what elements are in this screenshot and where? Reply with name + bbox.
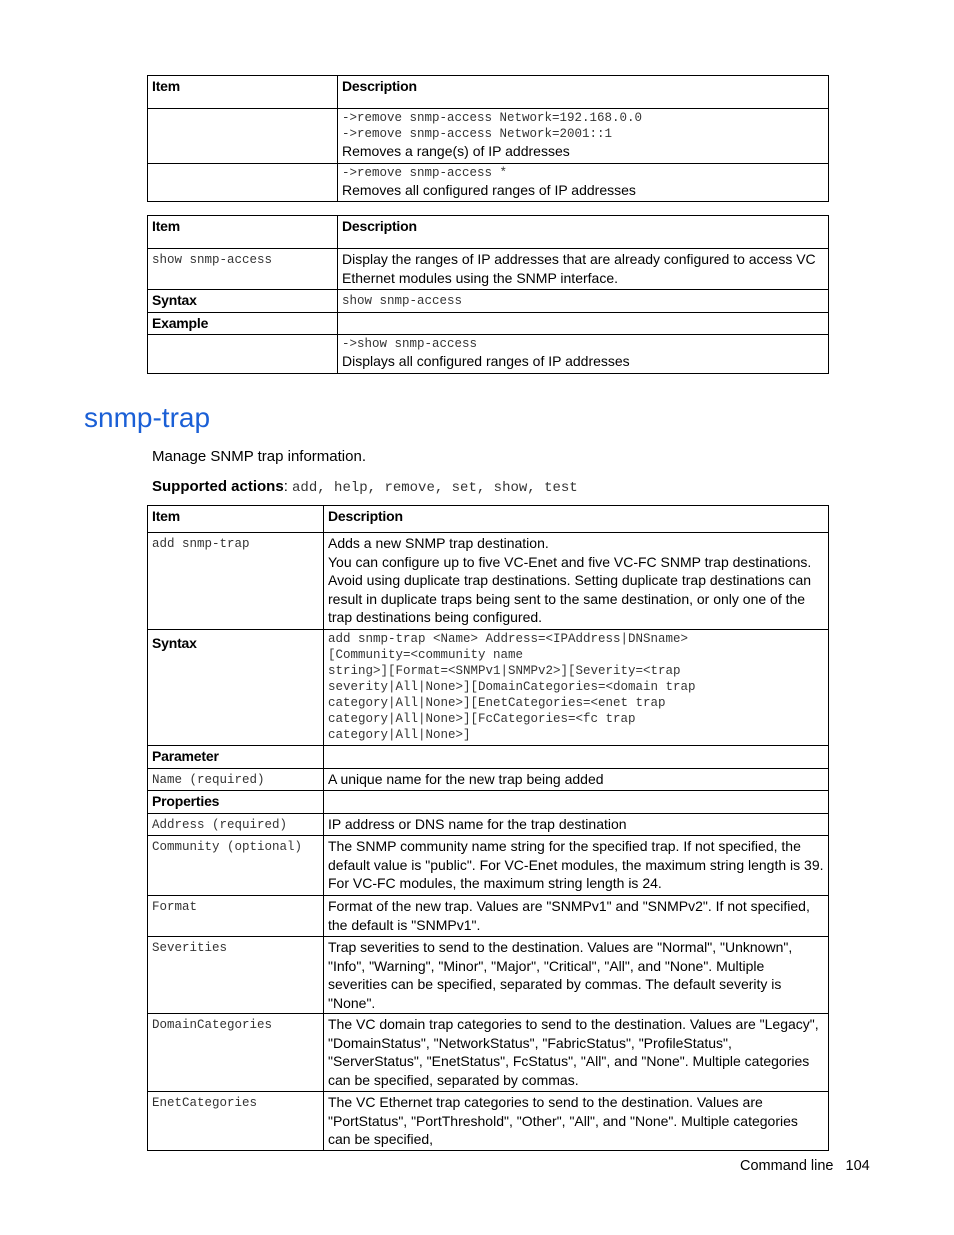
example-description: Removes a range(s) of IP addresses — [342, 143, 570, 159]
section-title: snmp-trap — [84, 402, 211, 433]
table-row — [148, 164, 829, 202]
property-description: The VC domain trap categories to send to the destination. Values are "Legacy", "DomainStatus", "NetworkStatus", "FabricStatus", "ProfileStatus", "ServerStatus", "EnetStatus", FcStatus", "All", and "None". Multiple categories can be specified, separated by commas. — [324, 1014, 829, 1092]
col-header-description: Description — [338, 216, 829, 249]
parameter-label: Parameter — [148, 746, 324, 769]
empty-cell — [324, 791, 829, 814]
example-code: ->remove snmp-access * — [342, 166, 508, 180]
section-intro: Manage SNMP trap information. — [152, 448, 366, 465]
supported-actions-label: Supported actions — [152, 478, 284, 495]
table-row — [148, 313, 829, 335]
table-row — [148, 109, 829, 164]
property-description: IP address or DNS name for the trap destination — [324, 814, 829, 836]
table-row — [148, 896, 829, 937]
col-header-description: Description — [324, 506, 829, 533]
property-name: Severities — [148, 937, 324, 1014]
supported-actions-value: add, help, remove, set, show, test — [292, 480, 578, 496]
table-row — [148, 533, 829, 630]
command-cell: add snmp-trap — [148, 533, 324, 630]
table-row — [148, 1092, 829, 1151]
syntax-cell — [324, 630, 829, 746]
syntax-value: show snmp-access — [338, 290, 829, 313]
syntax-value: add snmp-trap <Name> Address=<IPAddress|DNSname> [Community=<community name string>][Format=<SNMPv1|SNMPv2>][Severity=<trap severity|All|None>][DomainCategories=<domain trap category|All|None>][EnetCategories=<enet trap category|All|None>][FcCategories=<fc trap category|All|None>] — [328, 632, 696, 742]
example-label: Example — [148, 313, 338, 335]
table-row — [148, 290, 829, 313]
col-header-item: Item — [148, 506, 324, 533]
show-snmp-access-table — [147, 215, 829, 374]
param-description: A unique name for the new trap being added — [324, 769, 829, 791]
supported-actions: Supported actions: add, help, remove, set, show, test — [152, 478, 578, 496]
table-row — [148, 937, 829, 1014]
example-description: Displays all configured ranges of IP addresses — [342, 353, 630, 369]
empty-cell — [148, 335, 338, 374]
remove-examples-table — [147, 75, 829, 202]
table-row — [148, 769, 829, 791]
page-footer — [740, 1158, 870, 1174]
description-cell: Adds a new SNMP trap destination. You can configure up to five VC-Enet and five VC-FC SNMP trap destinations. Avoid using duplicate trap destinations. Setting duplicate trap destinations can result in duplicate traps being sent to the same destination, or only one of the trap destinations being configured. — [324, 533, 829, 630]
item-cell — [148, 109, 338, 164]
syntax-label: Syntax — [148, 290, 338, 313]
property-name: Community (optional) — [148, 836, 324, 896]
property-description: The SNMP community name string for the specified trap. If not specified, the default value is "public". For VC-Enet modules, the maximum string length is 39. For VC-FC modules, the maximum string length is 24. — [324, 836, 829, 896]
property-name: Address (required) — [148, 814, 324, 836]
col-header-description: Description — [338, 76, 829, 109]
properties-label: Properties — [148, 791, 324, 814]
table-row — [148, 836, 829, 896]
property-name: EnetCategories — [148, 1092, 324, 1151]
table-row — [148, 335, 829, 374]
description-cell — [338, 335, 829, 374]
table-row — [148, 814, 829, 836]
col-header-item: Item — [148, 76, 338, 109]
table-row — [148, 791, 829, 814]
param-name: Name (required) — [148, 769, 324, 791]
table-row — [148, 1014, 829, 1092]
property-description: The VC Ethernet trap categories to send to the destination. Values are "PortStatus", "PortThreshold", "Other", "All", and "None". Multiple categories can be specified, — [324, 1092, 829, 1151]
empty-cell — [338, 313, 829, 335]
col-header-item: Item — [148, 216, 338, 249]
property-name: Format — [148, 896, 324, 937]
footer-section: Command line — [740, 1158, 834, 1174]
property-description: Format of the new trap. Values are "SNMPv1" and "SNMPv2". If not specified, the default is "SNMPv1". — [324, 896, 829, 937]
description-cell — [338, 109, 829, 164]
command-cell: show snmp-access — [148, 249, 338, 290]
table-row — [148, 746, 829, 769]
table-row — [148, 630, 829, 746]
property-description: Trap severities to send to the destination. Values are "Normal", "Unknown", "Info", "Warning", "Minor", "Major", "Critical", "All", and "None". Multiple severities can be specified, separated by commas. The default severity is "None". — [324, 937, 829, 1014]
table-row — [148, 249, 829, 290]
empty-cell — [324, 746, 829, 769]
item-cell — [148, 164, 338, 202]
description-cell: Display the ranges of IP addresses that are already configured to access VC Ethernet modules using the SNMP interface. — [338, 249, 829, 290]
page-number: 104 — [845, 1158, 870, 1174]
syntax-label: Syntax — [148, 630, 324, 746]
snmp-trap-table — [147, 505, 829, 1151]
example-code: ->remove snmp-access Network=192.168.0.0 ->remove snmp-access Network=2001::1 — [342, 111, 643, 141]
description-cell — [338, 164, 829, 202]
example-code: ->show snmp-access — [342, 337, 478, 351]
property-name: DomainCategories — [148, 1014, 324, 1092]
example-description: Removes all configured ranges of IP addresses — [342, 182, 636, 198]
